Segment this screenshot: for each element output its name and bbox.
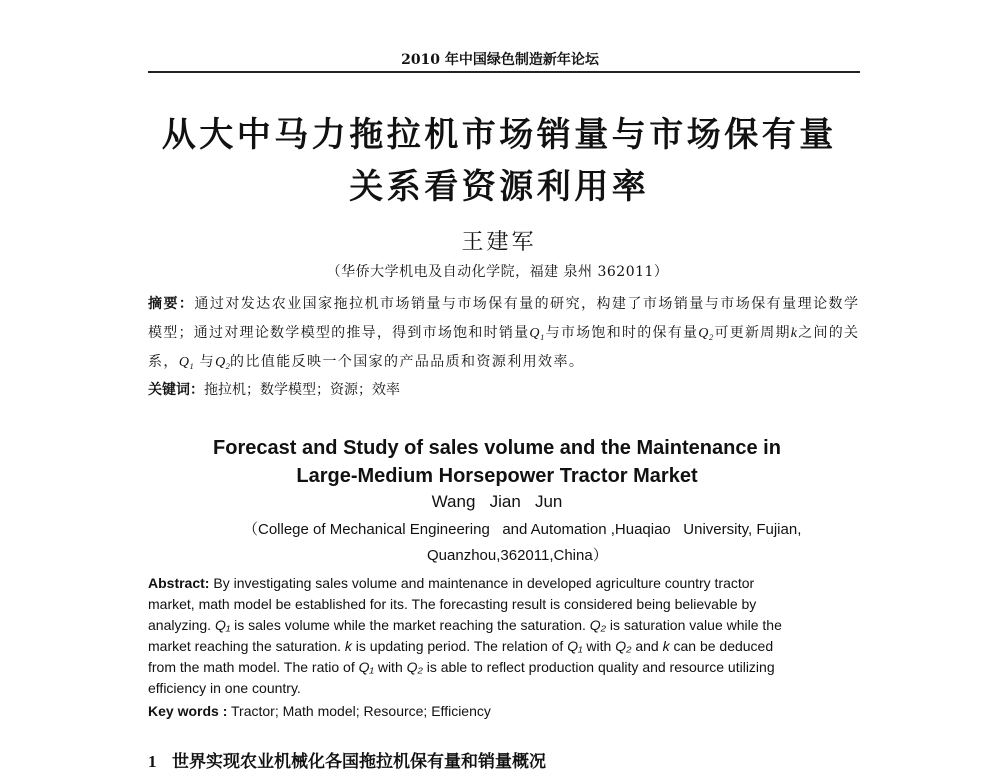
math-variable: k [344,638,352,654]
english-title-line-1: Forecast and Study of sales volume and the Maintenance in [213,437,781,459]
math-variable: Q₁ [567,638,583,654]
section-1-heading [148,749,748,772]
chinese-title-line-2: 关系看资源利用率 [349,167,650,207]
chinese-abstract-line-3 [148,348,858,377]
english-abstract-line-2 [148,594,782,615]
abstract-text: analyzing. [148,617,215,633]
english-author: Wang Jian Jun [431,492,563,511]
english-abstract-line-4 [148,636,782,657]
abstract-text: market, math model be established for its. The forecasting result is considered being believable by [148,596,757,612]
english-keywords-label: Key words : [148,703,228,719]
abstract-label: 摘要： [148,296,195,312]
abstract-text: with [373,659,407,675]
math-variable: Q₂ [215,355,231,370]
header-rule [148,71,860,73]
english-abstract [148,573,782,699]
chinese-abstract [148,290,858,377]
abstract-text: 的比值能反映一个国家的产品品质和资源利用效率。 [230,354,585,370]
english-affiliation-line-2: Quanzhou,362011,China） [427,547,608,564]
abstract-text: market reaching the saturation. [148,638,345,654]
english-abstract-line-5 [148,657,782,678]
section-number: 1 [148,752,157,771]
abstract-text: is saturation value while the [606,617,782,633]
english-keywords [148,701,491,722]
abstract-text: and [631,638,663,654]
math-variable: Q₂ [589,617,606,633]
math-variable: Q₁ [178,355,194,370]
section-title: 世界实现农业机械化各国拖拉机保有量和销量概况 [172,752,546,772]
chinese-affiliation: （华侨大学机电及自动化学院，福建 泉州 362011） [326,264,669,280]
chinese-author: 王建军 [461,230,537,255]
english-keywords-value: Tractor; Math model; Resource; Efficiency [227,703,491,719]
abstract-text: 可更新周期 [713,325,791,341]
conference-header: 2010 年中国绿色制造新年论坛 [401,52,599,68]
abstract-text: is sales volume while the market reaching the saturation. [230,617,590,633]
english-affiliation-line-1: （College of Mechanical Engineering and Automation ,Huaqiao University, Fujian, [243,521,802,538]
math-variable: Q₁ [214,617,231,633]
abstract-text: is able to reflect production quality and resource utilizing [422,659,775,675]
abstract-text: 系， [148,354,179,370]
math-variable: Q₂ [615,638,632,654]
chinese-keywords-label: 关键词： [148,382,204,398]
abstract-text: with [582,638,616,654]
abstract-text: 通过对发达农业国家拖拉机市场销量与市场保有量的研究，构建了市场销量与市场保有量理论数学 [194,296,859,312]
abstract-text: efficiency in one country. [148,680,301,696]
english-abstract-line-1 [148,573,782,594]
math-variable: Q₂ [698,326,714,341]
chinese-abstract-line-2 [148,319,858,348]
abstract-text: can be deduced [669,638,774,654]
abstract-text: 与 [193,354,216,370]
abstract-text: 与市场饱和时的保有量 [544,325,699,341]
chinese-keywords-value: 拖拉机；数学模型；资源；效率 [204,382,400,398]
abstract-label: Abstract: [148,575,210,591]
math-variable: k [790,326,797,341]
english-abstract-line-3 [148,615,782,636]
chinese-keywords [148,376,400,405]
abstract-text: By investigating sales volume and maintenance in developed agriculture country tractor [209,575,755,591]
math-variable: Q₁ [529,326,545,341]
abstract-text: 模型；通过对理论数学模型的推导，得到市场饱和时销量 [148,325,530,341]
abstract-text: 之间的关 [796,325,859,341]
math-variable: Q₂ [406,659,423,675]
chinese-title-line-1: 从大中马力拖拉机市场销量与市场保有量 [161,115,837,155]
math-variable: k [662,638,670,654]
chinese-abstract-line-1 [148,290,858,319]
abstract-text: from the math model. The ratio of [148,659,359,675]
english-title-line-2: Large-Medium Horsepower Tractor Market [296,465,698,487]
math-variable: Q₁ [358,659,374,675]
abstract-text: is updating period. The relation of [351,638,568,654]
english-abstract-line-6 [148,678,782,699]
